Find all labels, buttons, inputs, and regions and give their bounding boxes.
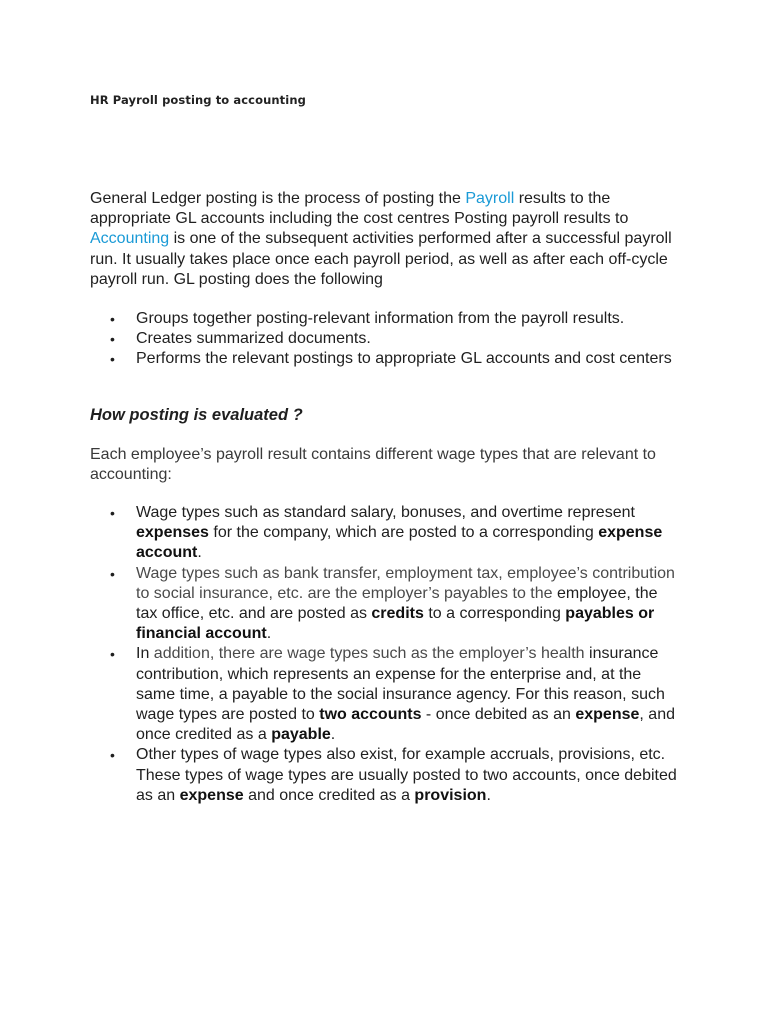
intro-text-2: results to the appropriate GL accounts including the cost centres Posting payroll results to <box>90 190 629 228</box>
bullet-text: for the company, which are posted to a corresponding <box>208 524 599 542</box>
bullet-text: - once debited as an <box>421 706 576 724</box>
bullet-text: employee, the tax office, etc. and are posted as <box>136 584 658 623</box>
list-item <box>90 503 680 564</box>
bullet-text: Wage types such as bank transfer, employment tax, employee’s contribution to social insurance, etc. are the employer’s payables to the <box>136 564 675 602</box>
document-title: HR Payroll posting to accounting <box>90 93 306 107</box>
bullet-text: and once credited as a <box>243 786 415 804</box>
bold-term: payable <box>271 726 331 744</box>
accounting-link[interactable]: Accounting <box>90 230 174 248</box>
list-item: • Groups together posting-relevant information from the payroll results. <box>90 309 680 329</box>
bullet-text: Wage types such as standard salary, bonuses, and overtime represent <box>136 504 635 521</box>
bullet-text: . <box>197 544 202 562</box>
section-heading: How posting is evaluated ? <box>90 406 303 424</box>
bullet-text: insurance contribution, which represents an expense for the enterprise and, at the same time, a payable to the social insurance agency. For this reason, such wage types are posted to <box>136 645 665 724</box>
bold-term: expense <box>575 706 640 724</box>
bullet-text: . <box>330 726 336 744</box>
bullet-text: Other types of wage types also exist, for example accruals, provisions, etc. These types of wage types are usually posted to two accounts, once debited as an <box>136 746 677 804</box>
bullet-text: . <box>266 625 272 643</box>
bold-term: payables or financial account <box>136 605 655 643</box>
list-item <box>90 564 680 645</box>
bullet-text: addition, there are wage types such as the employer’s health <box>149 645 585 663</box>
list-item <box>90 644 680 745</box>
list-item <box>90 745 680 806</box>
bullet-text: In <box>136 645 150 663</box>
wage-types-list <box>90 503 680 806</box>
intro-text-1: General Ledger posting is the process of posting the <box>90 190 461 207</box>
list-item: • Creates summarized documents. <box>90 329 680 349</box>
payroll-link[interactable]: Payroll <box>460 190 519 207</box>
gl-posting-list <box>90 309 680 370</box>
bold-term: credits <box>371 605 424 623</box>
list-item: • Performs the relevant postings to appropriate GL accounts and cost centers <box>90 349 680 369</box>
intro-paragraph <box>90 189 680 290</box>
bold-term: expense account <box>136 524 663 562</box>
bullet-text: to a corresponding <box>423 605 566 623</box>
bold-term: provision <box>414 786 487 804</box>
intro-text-3: is one of the subsequent activities performed after a successful payroll run. It usually takes place once each payroll period, as well as after each off-cycle payroll run. GL posting does the following <box>90 230 672 288</box>
bullet-text: , and once credited as a <box>136 706 675 744</box>
section-intro-paragraph: Each employee’s payroll result contains different wage types that are relevant to accounting: <box>90 446 656 484</box>
bold-term: expenses <box>136 524 209 542</box>
bold-term: two accounts <box>319 706 422 724</box>
bold-term: expense <box>179 786 244 804</box>
bullet-text: . <box>486 786 491 804</box>
